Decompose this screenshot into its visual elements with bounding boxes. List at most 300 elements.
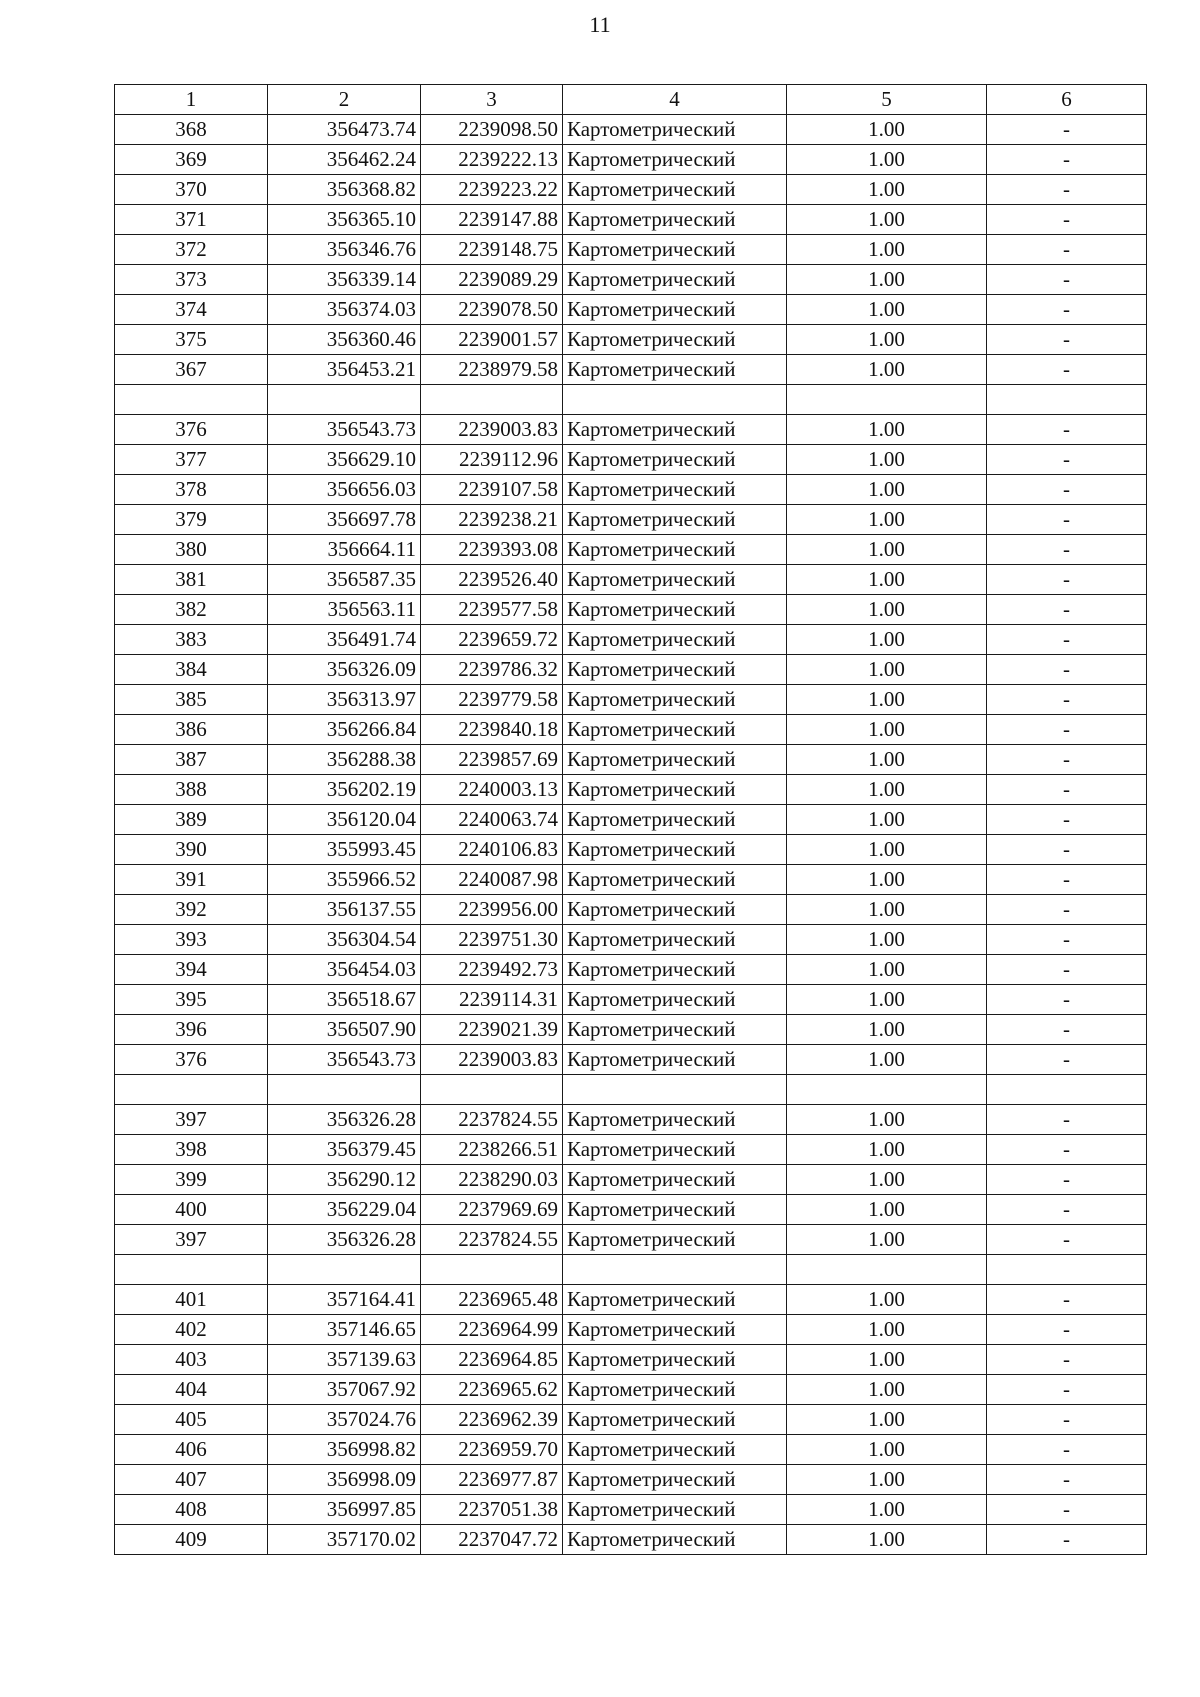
accuracy-cell: 1.00 [787, 1285, 987, 1315]
note-cell: - [987, 955, 1147, 985]
accuracy-cell: 1.00 [787, 925, 987, 955]
table-row [115, 265, 1147, 295]
x-coordinate-cell: 355993.45 [268, 835, 421, 865]
x-coordinate-cell: 356266.84 [268, 715, 421, 745]
note-cell: - [987, 595, 1147, 625]
accuracy-cell: 1.00 [787, 715, 987, 745]
method-cell: Картометрический [563, 865, 787, 895]
empty-cell [787, 385, 987, 415]
y-coordinate-cell: 2236965.62 [421, 1375, 563, 1405]
point-number-cell: 396 [115, 1015, 268, 1045]
method-cell: Картометрический [563, 1195, 787, 1225]
accuracy-cell: 1.00 [787, 1165, 987, 1195]
table-row [115, 955, 1147, 985]
x-coordinate-cell: 356998.09 [268, 1465, 421, 1495]
table-row [115, 685, 1147, 715]
method-cell: Картометрический [563, 355, 787, 385]
x-coordinate-cell: 356374.03 [268, 295, 421, 325]
note-cell: - [987, 1345, 1147, 1375]
empty-cell [787, 1255, 987, 1285]
table-row [115, 1495, 1147, 1525]
accuracy-cell: 1.00 [787, 775, 987, 805]
point-number-cell: 389 [115, 805, 268, 835]
table-row [115, 655, 1147, 685]
x-coordinate-cell: 356326.09 [268, 655, 421, 685]
table-row [115, 925, 1147, 955]
point-number-cell: 385 [115, 685, 268, 715]
y-coordinate-cell: 2240087.98 [421, 865, 563, 895]
table-row [115, 1315, 1147, 1345]
x-coordinate-cell: 356507.90 [268, 1015, 421, 1045]
note-cell: - [987, 1195, 1147, 1225]
method-cell: Картометрический [563, 1375, 787, 1405]
point-number-cell: 397 [115, 1105, 268, 1135]
point-number-cell: 405 [115, 1405, 268, 1435]
x-coordinate-cell: 356453.21 [268, 355, 421, 385]
x-coordinate-cell: 356656.03 [268, 475, 421, 505]
table-row [115, 325, 1147, 355]
table-row [115, 475, 1147, 505]
method-cell: Картометрический [563, 715, 787, 745]
page-number: 11 [589, 12, 611, 37]
method-cell: Картометрический [563, 685, 787, 715]
y-coordinate-cell: 2239238.21 [421, 505, 563, 535]
y-coordinate-cell: 2239003.83 [421, 415, 563, 445]
accuracy-cell: 1.00 [787, 745, 987, 775]
note-cell: - [987, 1045, 1147, 1075]
header-cell-1: 1 [115, 85, 268, 115]
y-coordinate-cell: 2239001.57 [421, 325, 563, 355]
x-coordinate-cell: 356229.04 [268, 1195, 421, 1225]
note-cell: - [987, 1315, 1147, 1345]
empty-cell [987, 1255, 1147, 1285]
table-row [115, 775, 1147, 805]
note-cell: - [987, 655, 1147, 685]
note-cell: - [987, 715, 1147, 745]
point-number-cell: 398 [115, 1135, 268, 1165]
point-number-cell: 370 [115, 175, 268, 205]
point-number-cell: 381 [115, 565, 268, 595]
note-cell: - [987, 1495, 1147, 1525]
y-coordinate-cell: 2236962.39 [421, 1405, 563, 1435]
note-cell: - [987, 235, 1147, 265]
method-cell: Картометрический [563, 325, 787, 355]
method-cell: Картометрический [563, 1045, 787, 1075]
point-number-cell: 377 [115, 445, 268, 475]
point-number-cell: 406 [115, 1435, 268, 1465]
table-row [115, 805, 1147, 835]
point-number-cell: 383 [115, 625, 268, 655]
point-number-cell: 378 [115, 475, 268, 505]
y-coordinate-cell: 2237969.69 [421, 1195, 563, 1225]
note-cell: - [987, 295, 1147, 325]
table-row [115, 445, 1147, 475]
note-cell: - [987, 835, 1147, 865]
point-number-cell: 386 [115, 715, 268, 745]
table-row [115, 1525, 1147, 1555]
point-number-cell: 367 [115, 355, 268, 385]
note-cell: - [987, 175, 1147, 205]
empty-cell [268, 385, 421, 415]
y-coordinate-cell: 2239112.96 [421, 445, 563, 475]
table-row [115, 1285, 1147, 1315]
accuracy-cell: 1.00 [787, 625, 987, 655]
empty-cell [268, 1075, 421, 1105]
accuracy-cell: 1.00 [787, 415, 987, 445]
note-cell: - [987, 1375, 1147, 1405]
point-number-cell: 402 [115, 1315, 268, 1345]
method-cell: Картометрический [563, 595, 787, 625]
y-coordinate-cell: 2239840.18 [421, 715, 563, 745]
accuracy-cell: 1.00 [787, 355, 987, 385]
table-row [115, 415, 1147, 445]
note-cell: - [987, 1525, 1147, 1555]
empty-cell [115, 1075, 268, 1105]
method-cell: Картометрический [563, 1345, 787, 1375]
table-row [115, 1015, 1147, 1045]
accuracy-cell: 1.00 [787, 265, 987, 295]
x-coordinate-cell: 356697.78 [268, 505, 421, 535]
group-separator-row [115, 1075, 1147, 1105]
table-row [115, 145, 1147, 175]
x-coordinate-cell: 356543.73 [268, 415, 421, 445]
accuracy-cell: 1.00 [787, 835, 987, 865]
accuracy-cell: 1.00 [787, 1195, 987, 1225]
empty-cell [987, 385, 1147, 415]
y-coordinate-cell: 2239393.08 [421, 535, 563, 565]
x-coordinate-cell: 357170.02 [268, 1525, 421, 1555]
x-coordinate-cell: 356339.14 [268, 265, 421, 295]
empty-cell [268, 1255, 421, 1285]
empty-cell [115, 385, 268, 415]
note-cell: - [987, 1465, 1147, 1495]
table-row [115, 715, 1147, 745]
y-coordinate-cell: 2239659.72 [421, 625, 563, 655]
method-cell: Картометрический [563, 985, 787, 1015]
x-coordinate-cell: 356365.10 [268, 205, 421, 235]
accuracy-cell: 1.00 [787, 145, 987, 175]
point-number-cell: 395 [115, 985, 268, 1015]
accuracy-cell: 1.00 [787, 175, 987, 205]
point-number-cell: 382 [115, 595, 268, 625]
point-number-cell: 376 [115, 1045, 268, 1075]
table-row [115, 595, 1147, 625]
method-cell: Картометрический [563, 1315, 787, 1345]
table-row [115, 745, 1147, 775]
method-cell: Картометрический [563, 265, 787, 295]
empty-cell [987, 1075, 1147, 1105]
note-cell: - [987, 205, 1147, 235]
x-coordinate-cell: 356326.28 [268, 1105, 421, 1135]
empty-cell [421, 1075, 563, 1105]
method-cell: Картометрический [563, 205, 787, 235]
x-coordinate-cell: 357024.76 [268, 1405, 421, 1435]
method-cell: Картометрический [563, 1405, 787, 1435]
method-cell: Картометрический [563, 1135, 787, 1165]
note-cell: - [987, 475, 1147, 505]
table-row [115, 1045, 1147, 1075]
note-cell: - [987, 1435, 1147, 1465]
table-row [115, 115, 1147, 145]
note-cell: - [987, 865, 1147, 895]
point-number-cell: 387 [115, 745, 268, 775]
x-coordinate-cell: 356379.45 [268, 1135, 421, 1165]
accuracy-cell: 1.00 [787, 955, 987, 985]
table-row [115, 1345, 1147, 1375]
table-row [115, 625, 1147, 655]
accuracy-cell: 1.00 [787, 1465, 987, 1495]
accuracy-cell: 1.00 [787, 205, 987, 235]
point-number-cell: 390 [115, 835, 268, 865]
y-coordinate-cell: 2239526.40 [421, 565, 563, 595]
x-coordinate-cell: 357067.92 [268, 1375, 421, 1405]
y-coordinate-cell: 2238290.03 [421, 1165, 563, 1195]
y-coordinate-cell: 2236959.70 [421, 1435, 563, 1465]
method-cell: Картометрический [563, 415, 787, 445]
note-cell: - [987, 1105, 1147, 1135]
accuracy-cell: 1.00 [787, 1435, 987, 1465]
note-cell: - [987, 625, 1147, 655]
y-coordinate-cell: 2239021.39 [421, 1015, 563, 1045]
accuracy-cell: 1.00 [787, 535, 987, 565]
x-coordinate-cell: 356360.46 [268, 325, 421, 355]
accuracy-cell: 1.00 [787, 115, 987, 145]
y-coordinate-cell: 2236964.85 [421, 1345, 563, 1375]
method-cell: Картометрический [563, 835, 787, 865]
method-cell: Картометрический [563, 775, 787, 805]
method-cell: Картометрический [563, 655, 787, 685]
accuracy-cell: 1.00 [787, 805, 987, 835]
table-row [115, 835, 1147, 865]
accuracy-cell: 1.00 [787, 1345, 987, 1375]
group-separator-row [115, 1255, 1147, 1285]
method-cell: Картометрический [563, 805, 787, 835]
table-row [115, 235, 1147, 265]
x-coordinate-cell: 356587.35 [268, 565, 421, 595]
method-cell: Картометрический [563, 1165, 787, 1195]
y-coordinate-cell: 2239577.58 [421, 595, 563, 625]
table-row [115, 1135, 1147, 1165]
table-row [115, 1465, 1147, 1495]
y-coordinate-cell: 2239098.50 [421, 115, 563, 145]
y-coordinate-cell: 2237824.55 [421, 1225, 563, 1255]
note-cell: - [987, 565, 1147, 595]
table-row [115, 565, 1147, 595]
note-cell: - [987, 1285, 1147, 1315]
coordinates-table [114, 84, 1147, 1555]
table-row [115, 1195, 1147, 1225]
table-row [115, 505, 1147, 535]
note-cell: - [987, 325, 1147, 355]
y-coordinate-cell: 2237047.72 [421, 1525, 563, 1555]
note-cell: - [987, 535, 1147, 565]
empty-cell [563, 1255, 787, 1285]
x-coordinate-cell: 356998.82 [268, 1435, 421, 1465]
note-cell: - [987, 1135, 1147, 1165]
x-coordinate-cell: 356137.55 [268, 895, 421, 925]
method-cell: Картометрический [563, 505, 787, 535]
point-number-cell: 409 [115, 1525, 268, 1555]
point-number-cell: 369 [115, 145, 268, 175]
table-row [115, 1165, 1147, 1195]
accuracy-cell: 1.00 [787, 655, 987, 685]
method-cell: Картометрический [563, 565, 787, 595]
note-cell: - [987, 505, 1147, 535]
y-coordinate-cell: 2239148.75 [421, 235, 563, 265]
table-row [115, 865, 1147, 895]
empty-cell [563, 385, 787, 415]
accuracy-cell: 1.00 [787, 445, 987, 475]
note-cell: - [987, 895, 1147, 925]
point-number-cell: 408 [115, 1495, 268, 1525]
x-coordinate-cell: 356288.38 [268, 745, 421, 775]
accuracy-cell: 1.00 [787, 595, 987, 625]
y-coordinate-cell: 2239956.00 [421, 895, 563, 925]
method-cell: Картометрический [563, 1105, 787, 1135]
y-coordinate-cell: 2239003.83 [421, 1045, 563, 1075]
method-cell: Картометрический [563, 145, 787, 175]
note-cell: - [987, 805, 1147, 835]
point-number-cell: 392 [115, 895, 268, 925]
method-cell: Картометрический [563, 1435, 787, 1465]
method-cell: Картометрический [563, 1525, 787, 1555]
point-number-cell: 368 [115, 115, 268, 145]
y-coordinate-cell: 2239779.58 [421, 685, 563, 715]
y-coordinate-cell: 2236977.87 [421, 1465, 563, 1495]
table-row [115, 895, 1147, 925]
table-row [115, 1225, 1147, 1255]
accuracy-cell: 1.00 [787, 895, 987, 925]
accuracy-cell: 1.00 [787, 1375, 987, 1405]
x-coordinate-cell: 356563.11 [268, 595, 421, 625]
y-coordinate-cell: 2236964.99 [421, 1315, 563, 1345]
note-cell: - [987, 1165, 1147, 1195]
accuracy-cell: 1.00 [787, 1045, 987, 1075]
table-row [115, 175, 1147, 205]
empty-cell [421, 385, 563, 415]
accuracy-cell: 1.00 [787, 475, 987, 505]
accuracy-cell: 1.00 [787, 235, 987, 265]
note-cell: - [987, 685, 1147, 715]
method-cell: Картометрический [563, 235, 787, 265]
method-cell: Картометрический [563, 625, 787, 655]
x-coordinate-cell: 356202.19 [268, 775, 421, 805]
point-number-cell: 407 [115, 1465, 268, 1495]
y-coordinate-cell: 2239492.73 [421, 955, 563, 985]
point-number-cell: 384 [115, 655, 268, 685]
point-number-cell: 403 [115, 1345, 268, 1375]
note-cell: - [987, 1405, 1147, 1435]
y-coordinate-cell: 2239114.31 [421, 985, 563, 1015]
table-row [115, 295, 1147, 325]
x-coordinate-cell: 356454.03 [268, 955, 421, 985]
point-number-cell: 380 [115, 535, 268, 565]
y-coordinate-cell: 2239786.32 [421, 655, 563, 685]
note-cell: - [987, 775, 1147, 805]
point-number-cell: 379 [115, 505, 268, 535]
header-cell-2: 2 [268, 85, 421, 115]
header-cell-6: 6 [987, 85, 1147, 115]
y-coordinate-cell: 2239222.13 [421, 145, 563, 175]
x-coordinate-cell: 357139.63 [268, 1345, 421, 1375]
y-coordinate-cell: 2240063.74 [421, 805, 563, 835]
accuracy-cell: 1.00 [787, 1135, 987, 1165]
note-cell: - [987, 925, 1147, 955]
y-coordinate-cell: 2239751.30 [421, 925, 563, 955]
y-coordinate-cell: 2237051.38 [421, 1495, 563, 1525]
point-number-cell: 399 [115, 1165, 268, 1195]
x-coordinate-cell: 356491.74 [268, 625, 421, 655]
header-cell-3: 3 [421, 85, 563, 115]
accuracy-cell: 1.00 [787, 1525, 987, 1555]
method-cell: Картометрический [563, 895, 787, 925]
y-coordinate-cell: 2237824.55 [421, 1105, 563, 1135]
method-cell: Картометрический [563, 115, 787, 145]
point-number-cell: 374 [115, 295, 268, 325]
note-cell: - [987, 265, 1147, 295]
y-coordinate-cell: 2239107.58 [421, 475, 563, 505]
table-row [115, 1375, 1147, 1405]
x-coordinate-cell: 356346.76 [268, 235, 421, 265]
table-row [115, 1405, 1147, 1435]
x-coordinate-cell: 356304.54 [268, 925, 421, 955]
x-coordinate-cell: 356629.10 [268, 445, 421, 475]
point-number-cell: 373 [115, 265, 268, 295]
x-coordinate-cell: 356997.85 [268, 1495, 421, 1525]
method-cell: Картометрический [563, 745, 787, 775]
header-cell-5: 5 [787, 85, 987, 115]
method-cell: Картометрический [563, 175, 787, 205]
point-number-cell: 397 [115, 1225, 268, 1255]
header-cell-4: 4 [563, 85, 787, 115]
accuracy-cell: 1.00 [787, 1105, 987, 1135]
table-row [115, 1105, 1147, 1135]
x-coordinate-cell: 357164.41 [268, 1285, 421, 1315]
note-cell: - [987, 1225, 1147, 1255]
table-row [115, 205, 1147, 235]
note-cell: - [987, 415, 1147, 445]
accuracy-cell: 1.00 [787, 325, 987, 355]
point-number-cell: 372 [115, 235, 268, 265]
accuracy-cell: 1.00 [787, 565, 987, 595]
point-number-cell: 401 [115, 1285, 268, 1315]
accuracy-cell: 1.00 [787, 685, 987, 715]
x-coordinate-cell: 356326.28 [268, 1225, 421, 1255]
coordinates-table-body [115, 85, 1147, 1555]
x-coordinate-cell: 356120.04 [268, 805, 421, 835]
point-number-cell: 391 [115, 865, 268, 895]
accuracy-cell: 1.00 [787, 1015, 987, 1045]
accuracy-cell: 1.00 [787, 295, 987, 325]
y-coordinate-cell: 2238979.58 [421, 355, 563, 385]
x-coordinate-cell: 357146.65 [268, 1315, 421, 1345]
note-cell: - [987, 355, 1147, 385]
accuracy-cell: 1.00 [787, 1495, 987, 1525]
note-cell: - [987, 1015, 1147, 1045]
accuracy-cell: 1.00 [787, 985, 987, 1015]
x-coordinate-cell: 356313.97 [268, 685, 421, 715]
x-coordinate-cell: 356290.12 [268, 1165, 421, 1195]
y-coordinate-cell: 2239223.22 [421, 175, 563, 205]
accuracy-cell: 1.00 [787, 1405, 987, 1435]
method-cell: Картометрический [563, 475, 787, 505]
x-coordinate-cell: 356518.67 [268, 985, 421, 1015]
y-coordinate-cell: 2239089.29 [421, 265, 563, 295]
x-coordinate-cell: 356473.74 [268, 115, 421, 145]
table-row [115, 355, 1147, 385]
y-coordinate-cell: 2240003.13 [421, 775, 563, 805]
table-row [115, 1435, 1147, 1465]
